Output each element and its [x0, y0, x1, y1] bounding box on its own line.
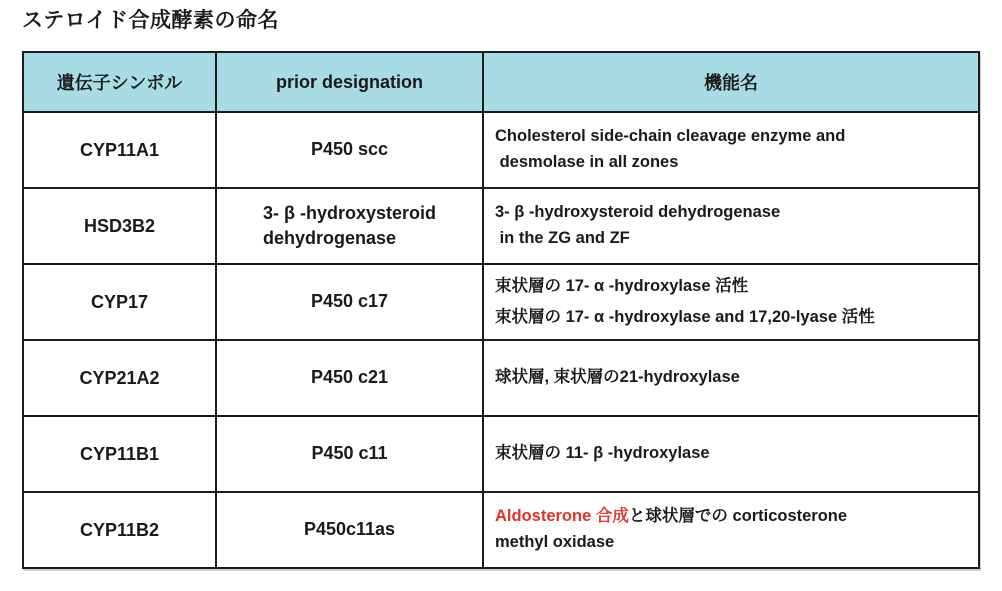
function-cell — [483, 416, 979, 492]
header-prior-designation: prior designation — [216, 52, 483, 112]
function-line-rest: と球状層での corticosterone — [628, 507, 848, 526]
function-line: methyl oxidase — [495, 533, 615, 551]
prior-text-block — [263, 201, 436, 251]
prior-line: P450 c21 — [310, 367, 389, 388]
gene-cell: CYP11A1 — [23, 112, 216, 188]
gene-cell: CYP11B1 — [23, 416, 216, 492]
prior-line: P450 c11 — [311, 443, 388, 464]
header-row — [23, 52, 979, 112]
function-line: 3- β -hydroxysteroid dehydrogenase — [495, 203, 781, 222]
gene-cell: HSD3B2 — [23, 188, 216, 264]
header-gene-symbol: 遺伝子シンボル — [23, 52, 216, 112]
function-line: desmolase in all zones — [495, 153, 679, 171]
gene-cell: CYP17 — [23, 264, 216, 340]
table-row-hsd3b2 — [23, 188, 979, 264]
function-line: 球状層, 束状層の21-hydroxylase — [495, 368, 740, 387]
prior-cell — [216, 112, 483, 188]
function-line: 束状層の 17- α -hydroxylase 活性 — [495, 277, 749, 296]
table-row-cyp11a1 — [23, 112, 979, 188]
page-title: ステロイド合成酵素の命名 — [22, 9, 279, 32]
prior-cell — [216, 492, 483, 568]
gene-cell: CYP21A2 — [23, 340, 216, 416]
aldosterone-highlight: Aldosterone 合成 — [495, 507, 629, 526]
function-line — [495, 504, 972, 530]
prior-cell — [216, 188, 483, 264]
function-cell — [483, 112, 979, 188]
table-row-cyp11b1 — [23, 416, 979, 492]
prior-cell — [216, 416, 483, 492]
gene-cell: CYP11B2 — [23, 492, 216, 568]
function-cell — [483, 188, 979, 264]
function-cell — [483, 264, 979, 340]
table-row-cyp21a2 — [23, 340, 979, 416]
header-function-name: 機能名 — [483, 52, 979, 112]
prior-line: P450 scc — [310, 139, 389, 160]
table-row-cyp17 — [23, 264, 979, 340]
function-cell — [483, 340, 979, 416]
prior-line: P450c11as — [303, 519, 396, 540]
function-line: in the ZG and ZF — [495, 229, 630, 247]
prior-cell — [216, 340, 483, 416]
enzyme-table — [22, 51, 980, 569]
function-cell — [483, 492, 979, 568]
prior-cell — [216, 264, 483, 340]
function-line: 束状層の 11- β -hydroxylase — [495, 444, 710, 463]
prior-line: P450 c17 — [310, 291, 389, 312]
prior-line: 3- β -hydroxysteroid — [262, 202, 437, 223]
prior-line: dehydrogenase — [262, 228, 397, 248]
function-line: Cholesterol side-chain cleavage enzyme and — [495, 127, 846, 146]
function-line: 束状層の 17- α -hydroxylase and 17,20-lyase 活性 — [495, 308, 875, 326]
table-row-cyp11b2 — [23, 492, 979, 568]
